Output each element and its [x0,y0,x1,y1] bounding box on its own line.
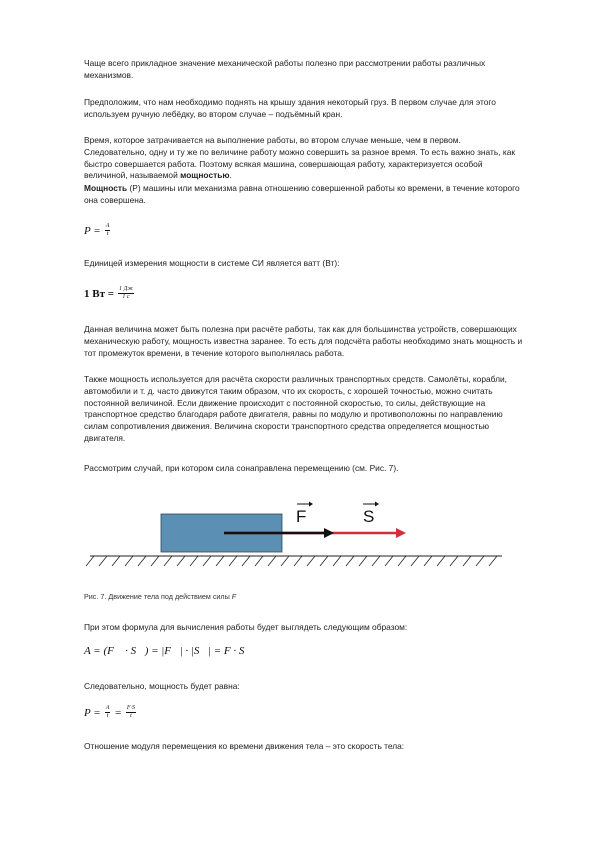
paragraph-1: Чаще всего прикладное значение механической работы полезно при рассмотрении работы различных механизмов. [84,58,486,80]
formula-2-fraction [118,286,134,301]
formula-4-denominator-2: t [130,712,132,719]
formula-1-lhs: P = [84,225,101,237]
paragraph-5: Единицей измерения мощности в системе СИ является ватт (Вт): [84,258,340,268]
paragraph-11: Отношение модуля перемещения ко времени движения тела – это скорость тела: [84,741,405,751]
paragraph-3-text: Время, которое затрачивается на выполнение работы, во втором случае меньше, чем в первом. Следовательно, одну и ту же по величине работу можно совершить за разное время. То есть важно знать, как быстро совершается работа. Поэтому всякая машина, совершающая работу, характеризуется особой величиной, называемой [84,135,516,181]
formula-4-lhs: P = [84,707,101,719]
formula-4-fraction-1 [105,705,111,720]
formula-4-numerator-2: F·S [126,704,135,711]
caption-text: Рис. 7. Движение тела под действием силы [84,592,232,601]
formula-4-equals: = [114,707,122,719]
force-label: F [296,507,307,526]
paragraph-4 [84,183,524,207]
paragraph-6: Данная величина может быть полезна при расчёте работы, так как для большинства устройств, совершающих механическую работу, мощность известна заранее. То есть для подсчёта работы необходимо знать мощность и тот промежуток времени, в течение которого выполнялась работа. [84,324,523,358]
formula-4-fraction-2 [126,705,136,720]
paragraph-3-end: . [229,170,232,181]
formula-work: A = (F⃗ · S⃗) = |F⃗| · |S⃗| = F · S [84,645,245,657]
formula-1-fraction [105,223,111,238]
formula-1-numerator: A [105,222,110,229]
term-power-definition-bold: Мощность [84,183,128,193]
paragraph-4-text: (P) машины или механизма равна отношению совершенной работы ко времени, в течение которого она совершена. [84,183,520,205]
displacement-label: S [363,507,375,526]
formula-2-lhs: 1 Вт = [84,288,115,300]
paragraph-8: Рассмотрим случай, при котором сила сонаправлена перемещению (см. Рис. 7). [84,463,399,473]
formula-2-denominator: 1 с [122,293,130,300]
figure-caption [84,592,236,602]
formula-power-definition [84,221,110,239]
paragraph-9: При этом формула для вычисления работы будет выглядеть следующим образом: [84,622,408,632]
paragraph-2: Предположим, что нам необходимо поднять на крышу здания некоторый груз. В первом случае для этого используем ручную лебёдку, во втором случае – подъёмный кран. [84,97,496,119]
figure-body-motion [84,486,508,582]
paragraph-3 [84,135,524,182]
formula-power-force [84,703,136,721]
formula-4-numerator-1: A [105,704,110,711]
paragraph-7: Также мощность используется для расчёта скорости различных транспортных средств. Самолёты, корабли, автомобили и т. д. часто движутся таким образом, что их скорость, с хорошей точностью, можно считать постоянной величиной. Если движение происходит с постоянной скоростью, то силы, действующие на транспортное средство благодаря работе двигателя, равны по модулю и противоположны по направлению силам сопротивления движения. Величина скорости транспортного средства определяется мощностью двигателя. [84,374,507,443]
formula-4-denominator-1: t [106,712,109,719]
term-power-bold: мощностью [180,170,230,181]
formula-1-denominator: t [106,230,109,237]
formula-2-numerator: 1 Дж [119,285,133,292]
formula-watt [84,284,134,302]
paragraph-10: Следовательно, мощность будет равна: [84,681,240,691]
caption-variable: F [231,592,237,601]
